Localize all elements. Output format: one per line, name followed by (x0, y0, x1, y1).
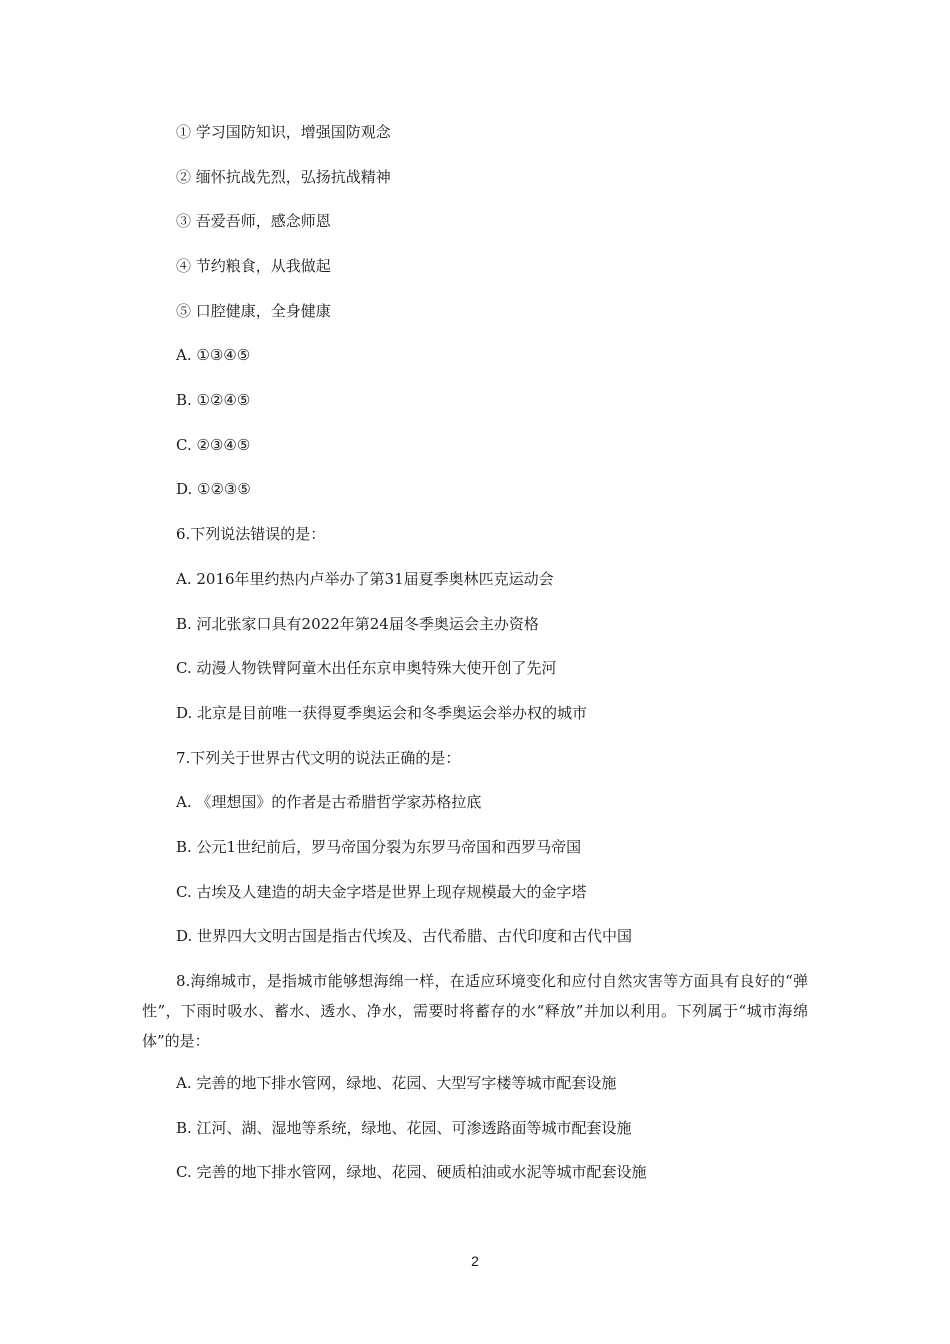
question-stem: 8.海绵城市，是指城市能够想海绵一样，在适应环境变化和应付自然灾害等方面具有良好的“弹性”，下雨时吸水、蓄水、透水、净水，需要时将蓄存的水“释放”并加以利用。下列属于“城市海绵体”的是： (142, 972, 808, 1050)
answer-option: C. 动漫人物铁臂阿童木出任东京申奥特殊大使开创了先河 (176, 659, 557, 677)
answer-option: B. ①②④⑤ (176, 391, 251, 409)
answer-option: D. 世界四大文明古国是指古代埃及、古代希腊、古代印度和古代中国 (176, 927, 633, 945)
answer-option: A. 完善的地下排水管网，绿地、花园、大型写字楼等城市配套设施 (176, 1074, 617, 1092)
question-stem: 7.下列关于世界古代文明的说法正确的是： (176, 749, 461, 767)
answer-option: C. ②③④⑤ (176, 436, 251, 454)
list-item: ⑤ 口腔健康，全身健康 (176, 302, 331, 320)
page-number: 2 (471, 1253, 479, 1269)
answer-option: D. ①②③⑤ (176, 480, 251, 498)
answer-option: A. ①③④⑤ (176, 346, 251, 364)
answer-option: A. 2016年里约热内卢举办了第31届夏季奥林匹克运动会 (176, 570, 554, 588)
list-item: ① 学习国防知识，增强国防观念 (176, 123, 391, 141)
list-item: ③ 吾爱吾师，感念师恩 (176, 212, 331, 230)
list-item: ② 缅怀抗战先烈，弘扬抗战精神 (176, 168, 391, 186)
list-item: ④ 节约粮食，从我做起 (176, 257, 331, 275)
answer-option: B. 河北张家口具有2022年第24届冬季奥运会主办资格 (176, 615, 539, 633)
answer-option: B. 公元1世纪前后，罗马帝国分裂为东罗马帝国和西罗马帝国 (176, 838, 582, 856)
answer-option: C. 完善的地下排水管网，绿地、花园、硬质柏油或水泥等城市配套设施 (176, 1163, 647, 1181)
answer-option: A. 《理想国》的作者是古希腊哲学家苏格拉底 (176, 793, 482, 811)
answer-option: D. 北京是目前唯一获得夏季奥运会和冬季奥运会举办权的城市 (176, 704, 588, 722)
answer-option: B. 江河、湖、湿地等系统，绿地、花园、可渗透路面等城市配套设施 (176, 1119, 632, 1137)
question-stem: 6.下列说法错误的是： (176, 525, 326, 543)
answer-option: C. 古埃及人建造的胡夫金字塔是世界上现存规模最大的金字塔 (176, 883, 587, 901)
